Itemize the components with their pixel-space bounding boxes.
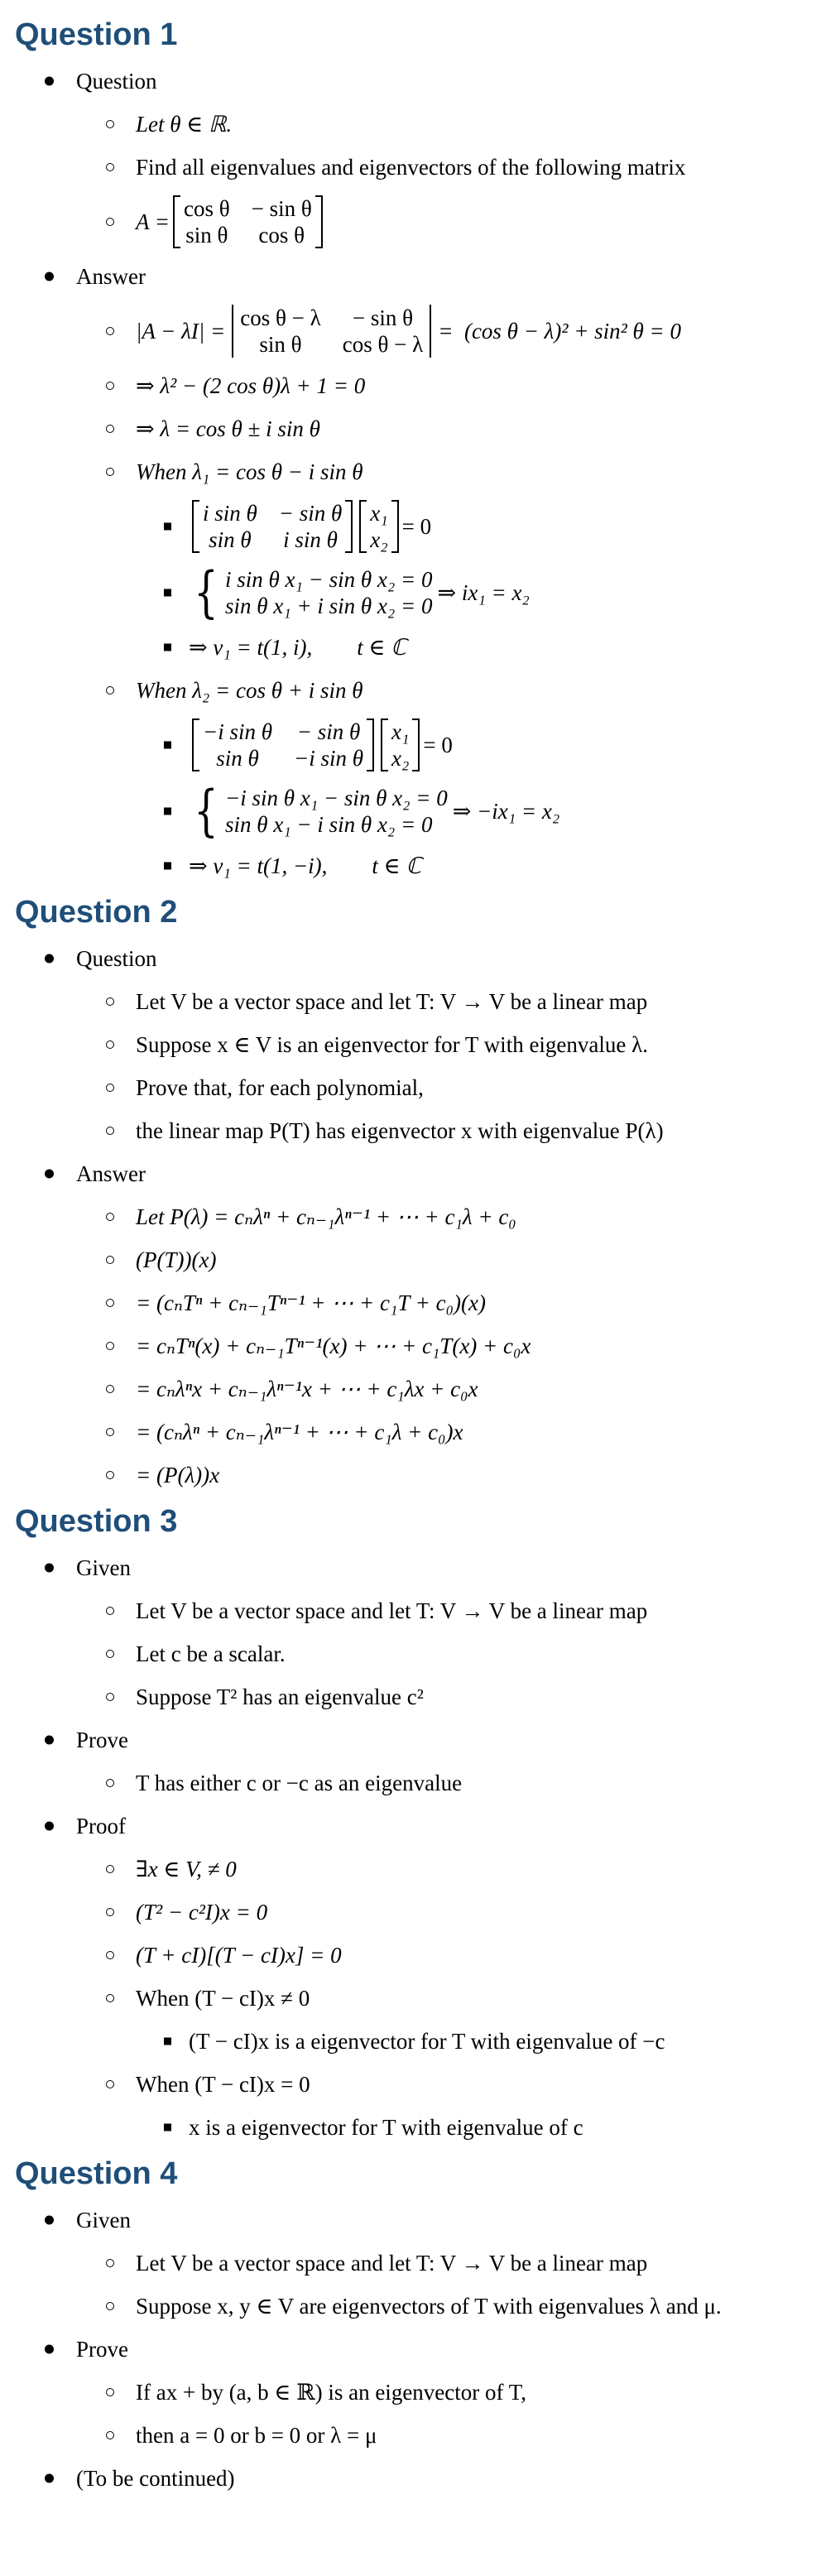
q1-find xyxy=(15,146,821,189)
q4-given-item xyxy=(15,2285,821,2328)
matrix xyxy=(192,500,353,553)
label: Proof xyxy=(76,1813,126,1838)
q3-given-item xyxy=(15,1675,821,1718)
text: Prove that, for each polynomial, xyxy=(136,1074,424,1100)
cell: −i sin θ xyxy=(203,719,272,744)
circle-bullet-icon xyxy=(106,1908,114,1916)
text: When λ₁ = cos θ − i sin θ xyxy=(136,459,363,484)
bullet-icon xyxy=(45,1564,54,1573)
circle-bullet-icon xyxy=(106,1650,114,1658)
circle-bullet-icon xyxy=(106,120,114,128)
text: then a = 0 or b = 0 or λ = μ xyxy=(136,2422,377,2448)
q1-let xyxy=(15,103,821,146)
determinant-matrix xyxy=(228,305,435,358)
bracket-right xyxy=(315,195,323,248)
q3-given-heading xyxy=(15,1546,821,1589)
question-1-title: Question 1 xyxy=(15,17,178,52)
bracket-left xyxy=(192,500,199,553)
cell: sin θ xyxy=(209,527,252,552)
circle-bullet-icon xyxy=(106,1256,114,1264)
square-bullet-icon xyxy=(164,523,171,531)
label: Answer xyxy=(76,263,146,289)
circle-bullet-icon xyxy=(106,2080,114,2088)
label: Answer xyxy=(76,1161,146,1186)
circle-bullet-icon xyxy=(106,218,114,226)
q4-given-heading xyxy=(15,2199,821,2242)
text: ∃x ∈ V, ≠ 0 xyxy=(136,1856,237,1882)
text: = cₙTⁿ(x) + cₙ₋₁Tⁿ⁻¹(x) + ⋯ + c₁T(x) + c₀x xyxy=(136,1333,531,1358)
result: ⇒ −ix₁ = x₂ xyxy=(452,798,560,824)
text: If ax + by (a, b ∈ ℝ) is an eigenvector of T, xyxy=(136,2379,526,2405)
text: = cₙλⁿx + cₙ₋₁λⁿ⁻¹x + ⋯ + c₁λx + c₀x xyxy=(136,1376,478,1401)
q3-prove-heading xyxy=(15,1718,821,1761)
text: the linear map P(T) has eigenvector x with eigenvalue P(λ) xyxy=(136,1117,664,1143)
circle-bullet-icon xyxy=(106,163,114,171)
q2-question-heading xyxy=(15,937,821,980)
text: ⇒ λ² − (2 cos θ)λ + 1 = 0 xyxy=(136,372,366,398)
bar-right xyxy=(430,305,431,358)
cell: cos θ − λ xyxy=(342,332,424,357)
q4-prove-item xyxy=(15,2414,821,2457)
text: Suppose x ∈ V is an eigenvector for T with eigenvalue λ. xyxy=(136,1031,648,1057)
bracket-right xyxy=(391,500,399,553)
q3-prove-item xyxy=(15,1761,821,1805)
bracket-left xyxy=(381,718,388,771)
question-3-title: Question 3 xyxy=(15,1504,178,1539)
cell: x₂ xyxy=(391,746,410,771)
q2-answer-item xyxy=(15,1195,821,1238)
equation: sin θ x₁ + i sin θ x₂ = 0 xyxy=(225,594,433,618)
text: When λ₂ = cos θ + i sin θ xyxy=(136,677,363,703)
square-bullet-icon xyxy=(164,863,171,870)
circle-bullet-icon xyxy=(106,1213,114,1221)
text: Let P(λ) = cₙλⁿ + cₙ₋₁λⁿ⁻¹ + ⋯ + c₁λ + c₀ xyxy=(136,1204,516,1229)
system xyxy=(189,779,448,843)
text: Let V be a vector space and let T: V → V be a linear map xyxy=(136,988,648,1014)
q3-case1-detail xyxy=(15,2020,821,2063)
q2-item xyxy=(15,1066,821,1109)
q3-given-item xyxy=(15,1589,821,1632)
cell: sin θ xyxy=(259,332,302,357)
label: Given xyxy=(76,2207,131,2232)
text: ⇒ λ = cos θ ± i sin θ xyxy=(136,416,320,441)
q1-when2-system xyxy=(15,778,821,844)
eq-zero: = 0 xyxy=(401,513,432,539)
bracket-left xyxy=(192,718,199,771)
circle-bullet-icon xyxy=(106,1299,114,1307)
equation: −i sin θ x₁ − sin θ x₂ = 0 xyxy=(225,786,448,810)
label: Question xyxy=(76,68,157,94)
q1-matrix-a xyxy=(15,189,821,255)
cell: sin θ xyxy=(185,223,228,248)
text: ⇒ v₁ = t(1, i), t ∈ ℂ xyxy=(189,634,407,660)
q1-step2 xyxy=(15,407,821,450)
circle-bullet-icon xyxy=(106,468,114,476)
cell: − sin θ xyxy=(251,196,312,221)
q1-when2-vector xyxy=(15,844,821,887)
circle-bullet-icon xyxy=(106,425,114,433)
bullet-icon xyxy=(45,2345,54,2354)
bracket-left xyxy=(359,500,367,553)
cell: − sin θ xyxy=(278,501,343,526)
text: = (P(λ))x xyxy=(136,1462,220,1487)
cell: x₁ xyxy=(370,501,388,526)
q3-proof-item xyxy=(15,1891,821,1934)
label: Prove xyxy=(76,2336,128,2362)
q2-answer-item xyxy=(15,1367,821,1411)
square-bullet-icon xyxy=(164,808,171,815)
q2-answer-heading xyxy=(15,1152,821,1195)
cell: x₂ xyxy=(370,527,388,552)
circle-bullet-icon xyxy=(106,327,114,335)
brace-icon: { xyxy=(194,779,218,843)
q1-when1-matrix-eq xyxy=(15,493,821,560)
cell: cos θ xyxy=(258,223,305,248)
q4-prove-item xyxy=(15,2371,821,2414)
bullet-icon xyxy=(45,2474,54,2483)
circle-bullet-icon xyxy=(106,2302,114,2310)
text: x is a eigenvector for T with eigenvalue of c xyxy=(189,2114,583,2140)
circle-bullet-icon xyxy=(106,1779,114,1787)
circle-bullet-icon xyxy=(106,686,114,694)
system xyxy=(189,560,433,624)
bullet-icon xyxy=(45,272,54,281)
circle-bullet-icon xyxy=(106,1471,114,1479)
text: (T² − c²I)x = 0 xyxy=(136,1899,268,1925)
q3-given-item xyxy=(15,1632,821,1675)
text: (T + cI)[(T − cI)x] = 0 xyxy=(136,1942,342,1968)
label: Given xyxy=(76,1555,131,1580)
bullet-icon xyxy=(45,1822,54,1831)
circle-bullet-icon xyxy=(106,2388,114,2396)
text: T has either c or −c as an eigenvalue xyxy=(136,1770,463,1795)
cell: − sin θ xyxy=(296,719,361,744)
text: Let V be a vector space and let T: V → V be a linear map xyxy=(136,2250,648,2276)
equation: i sin θ x₁ − sin θ x₂ = 0 xyxy=(225,567,433,592)
equation: sin θ x₁ − i sin θ x₂ = 0 xyxy=(225,812,433,837)
q3-proof-heading xyxy=(15,1805,821,1848)
matrix-prefix: A = xyxy=(136,209,170,234)
q3-case2-detail xyxy=(15,2106,821,2149)
q1-when1-system xyxy=(15,560,821,626)
circle-bullet-icon xyxy=(106,1865,114,1873)
circle-bullet-icon xyxy=(106,1127,114,1135)
bullet-icon xyxy=(45,954,54,964)
text: (T − cI)x is a eigenvector for T with eigenvalue of −c xyxy=(189,2028,665,2054)
q2-answer-item xyxy=(15,1454,821,1497)
text: ⇒ v₁ = t(1, −i), t ∈ ℂ xyxy=(189,853,422,878)
text: (To be continued) xyxy=(76,2465,235,2491)
label: Question xyxy=(76,945,157,971)
q4-continued xyxy=(15,2457,821,2500)
bracket-right xyxy=(345,500,353,553)
q3-case1 xyxy=(15,1977,821,2020)
q4-given-item xyxy=(15,2242,821,2285)
q1-determinant xyxy=(15,298,821,364)
vector xyxy=(381,718,420,771)
circle-bullet-icon xyxy=(106,2431,114,2439)
text: When (T − cI)x ≠ 0 xyxy=(136,1985,310,2011)
circle-bullet-icon xyxy=(106,1385,114,1393)
circle-bullet-icon xyxy=(106,1951,114,1959)
cell: x₁ xyxy=(391,719,410,744)
cell: i sin θ xyxy=(283,527,338,552)
bullet-icon xyxy=(45,1170,54,1179)
q2-item xyxy=(15,1109,821,1152)
label: Prove xyxy=(76,1727,128,1752)
text: When (T − cI)x = 0 xyxy=(136,2071,310,2097)
circle-bullet-icon xyxy=(106,1693,114,1701)
q2-answer-item xyxy=(15,1411,821,1454)
circle-bullet-icon xyxy=(106,1607,114,1615)
bullet-icon xyxy=(45,1736,54,1745)
circle-bullet-icon xyxy=(106,382,114,390)
text: = (cₙTⁿ + cₙ₋₁Tⁿ⁻¹ + ⋯ + c₁T + c₀)(x) xyxy=(136,1290,486,1315)
square-bullet-icon xyxy=(164,742,171,749)
bracket-right xyxy=(412,718,420,771)
cell: sin θ xyxy=(216,746,259,771)
q2-answer-item xyxy=(15,1238,821,1281)
det-lhs: |A − λI| = xyxy=(136,318,226,344)
square-bullet-icon xyxy=(164,589,171,597)
q2-answer-item xyxy=(15,1324,821,1367)
cell: − sin θ xyxy=(352,305,414,330)
matrix xyxy=(192,718,374,771)
det-rhs: = (cos θ − λ)² + sin² θ = 0 xyxy=(438,318,682,344)
q1-when2 xyxy=(15,669,821,712)
cell: cos θ xyxy=(183,196,230,221)
circle-bullet-icon xyxy=(106,1040,114,1049)
brace-icon: { xyxy=(194,560,218,624)
text: Find all eigenvalues and eigenvectors of the following matrix xyxy=(136,154,686,180)
bullet-icon xyxy=(45,77,54,86)
text: Let θ ∈ ℝ. xyxy=(136,111,233,137)
circle-bullet-icon xyxy=(106,1084,114,1092)
circle-bullet-icon xyxy=(106,997,114,1006)
q1-when2-matrix-eq xyxy=(15,712,821,778)
text: Let V be a vector space and let T: V → V be a linear map xyxy=(136,1598,648,1623)
eq-zero: = 0 xyxy=(423,732,453,757)
square-bullet-icon xyxy=(164,2124,171,2131)
circle-bullet-icon xyxy=(106,1428,114,1436)
circle-bullet-icon xyxy=(106,1994,114,2002)
q1-answer-heading xyxy=(15,255,821,298)
q3-proof-item xyxy=(15,1934,821,1977)
text: Suppose x, y ∈ V are eigenvectors of T with eigenvalues λ and μ. xyxy=(136,2293,722,2319)
text: = (cₙλⁿ + cₙ₋₁λⁿ⁻¹ + ⋯ + c₁λ + c₀)x xyxy=(136,1419,463,1444)
q4-prove-heading xyxy=(15,2328,821,2371)
q2-item xyxy=(15,1023,821,1066)
q1-question-heading xyxy=(15,60,821,103)
bracket-left xyxy=(173,195,180,248)
bullet-icon xyxy=(45,2216,54,2225)
result: ⇒ ix₁ = x₂ xyxy=(437,579,530,605)
circle-bullet-icon xyxy=(106,2259,114,2267)
cell: −i sin θ xyxy=(294,746,363,771)
q2-answer-item xyxy=(15,1281,821,1324)
bar-left xyxy=(232,305,233,358)
q1-step1 xyxy=(15,364,821,407)
text: Let c be a scalar. xyxy=(136,1641,286,1666)
circle-bullet-icon xyxy=(106,1342,114,1350)
q1-when1-vector xyxy=(15,626,821,669)
square-bullet-icon xyxy=(164,2038,171,2045)
vector xyxy=(359,500,398,553)
text: (P(T))(x) xyxy=(136,1247,217,1272)
text: Suppose T² has an eigenvalue c² xyxy=(136,1684,424,1709)
question-2-title: Question 2 xyxy=(15,895,178,930)
bracket-right xyxy=(367,718,374,771)
q2-item xyxy=(15,980,821,1023)
question-4-title: Question 4 xyxy=(15,2156,178,2191)
q1-when1 xyxy=(15,450,821,493)
cell: i sin θ xyxy=(203,501,257,526)
cell: cos θ − λ xyxy=(240,305,321,330)
square-bullet-icon xyxy=(164,644,171,651)
q3-proof-item xyxy=(15,1848,821,1891)
q3-case2 xyxy=(15,2063,821,2106)
matrix xyxy=(173,195,323,248)
